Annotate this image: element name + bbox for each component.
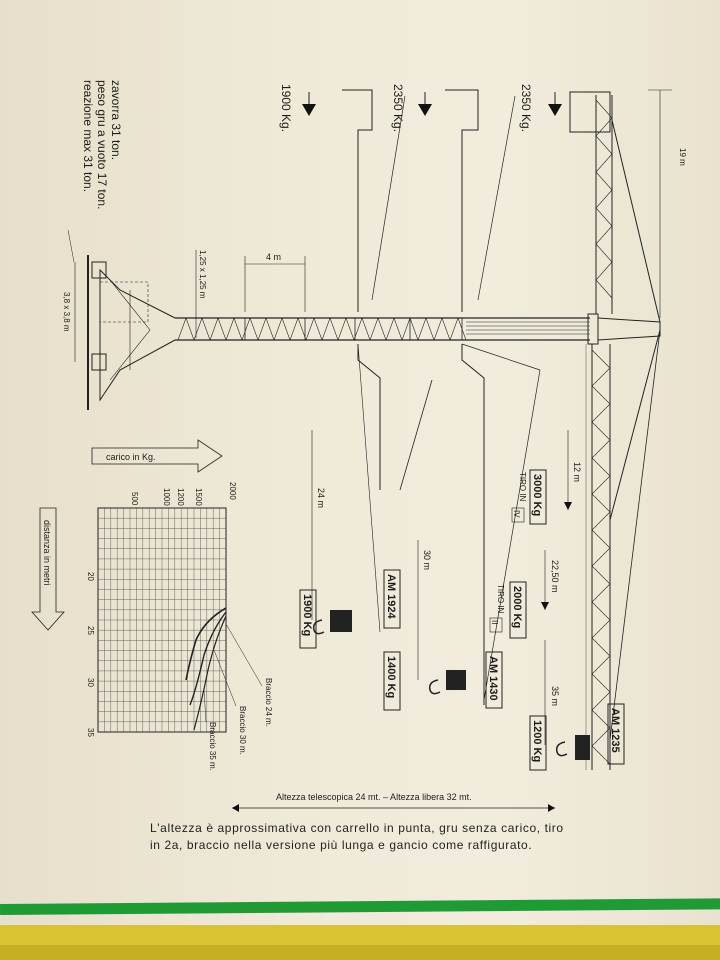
- y-tick-1200: 1200: [176, 488, 185, 506]
- curve-label-24: Braccio 24 m.: [264, 678, 273, 727]
- height-line-text: Altezza telescopica 24 mt. – Altezza libera 32 mt.: [276, 792, 472, 802]
- tower-info-2: peso gru a vuoto 17 ton.: [95, 80, 109, 210]
- alt-jibs: [358, 344, 540, 705]
- y-tick-1000: 1000: [162, 488, 171, 506]
- tower-info-3: reazione max 31 ton.: [81, 80, 95, 193]
- counterweight-label-2: 2350 Kg.: [391, 84, 405, 133]
- x-tick-30: 30: [86, 678, 95, 687]
- yellow-band-bottom: [0, 945, 720, 960]
- caption: L'altezza è approssimativa con carrello in punta, gru senza carico, tiro in 2a, braccio nella versione più lunga e gancio come raffigurato.: [150, 821, 564, 852]
- tiro-roman-2: II: [490, 620, 499, 625]
- load-1900: 1900 Kg: [301, 594, 313, 637]
- alt-counter-jibs: [342, 90, 515, 312]
- dim-24m: 24 m: [316, 488, 326, 509]
- curve-braccio-30: [190, 612, 226, 705]
- tiro-roman-1: IV: [512, 510, 521, 518]
- dim-22m: 22,50 m: [550, 560, 560, 593]
- model-am1430: AM 1430: [487, 656, 499, 701]
- model-am1235: AM 1235: [609, 708, 621, 753]
- tower-info-1: zavorra 31 ton.: [109, 80, 123, 161]
- curve-braccio-24: [186, 608, 226, 680]
- curve-label-35: Braccio 35 m.: [208, 722, 217, 771]
- y-tick-2000: 2000: [228, 482, 237, 500]
- tiro-label-2: TIRO IN: [496, 584, 505, 614]
- model-am1924: AM 1924: [385, 574, 397, 619]
- y-tick-500: 500: [130, 492, 139, 506]
- crane-mast: [175, 314, 660, 344]
- load-1400: 1400 Kg: [385, 656, 397, 699]
- crane-base: [88, 255, 175, 410]
- x-tick-20: 20: [86, 572, 95, 581]
- load-1200: 1200 Kg: [531, 720, 543, 763]
- dim-35m: 35 m: [550, 686, 560, 707]
- tiro-label-1: TIRO IN: [518, 472, 527, 502]
- counterweight-label-3: 1900 Kg.: [279, 84, 293, 133]
- chart-y-label: carico in Kg.: [106, 452, 156, 462]
- load-chart: [98, 508, 226, 732]
- chart-x-label: distanza in metri: [42, 520, 52, 586]
- counterweight-label-1: 2350 Kg.: [519, 84, 533, 133]
- dim-4m: 4 m: [266, 252, 282, 262]
- dim-30m: 30 m: [422, 550, 432, 571]
- dim-section: 1,25 x 1,25 m: [198, 250, 207, 299]
- y-tick-1500: 1500: [194, 488, 203, 506]
- curve-label-30: Braccio 30 m.: [238, 706, 247, 755]
- dim-base: 3,8 x 3,8 m: [62, 292, 71, 332]
- dim-12m: 12 m: [572, 462, 582, 483]
- x-tick-35: 35: [86, 728, 95, 737]
- crane-counter-jib: [570, 92, 660, 322]
- load-2000: 2000 Kg: [511, 586, 523, 629]
- x-tick-25: 25: [86, 626, 95, 635]
- dim-19m: 19 m: [678, 148, 687, 166]
- load-3000: 3000 Kg: [531, 474, 543, 517]
